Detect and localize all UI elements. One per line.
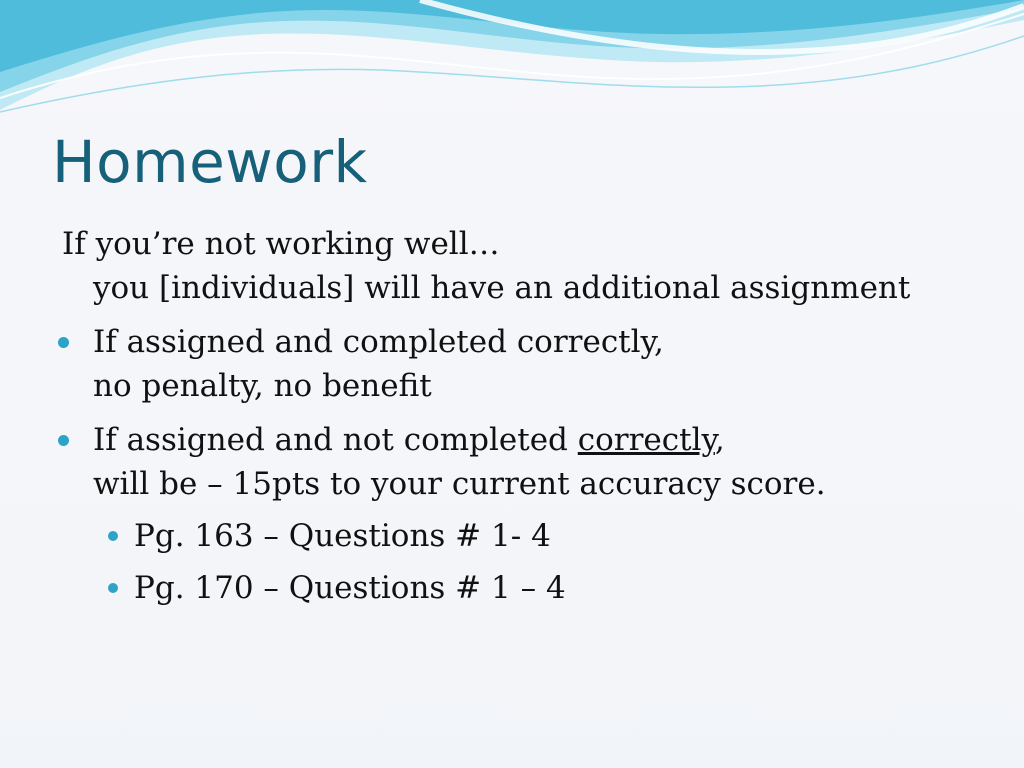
- bullet-2-text-before: If assigned and not completed: [93, 422, 578, 458]
- bullet-2-line-2: will be – 15pts to your current accuracy score.: [93, 466, 826, 502]
- bullet-item: [62, 418, 1002, 506]
- header-wave-decoration: [0, 0, 1024, 130]
- sub-bullet-item: [62, 566, 1002, 610]
- slide-body: [62, 222, 1002, 610]
- bullet-icon: [58, 435, 69, 446]
- bullet-1-line-2: no penalty, no benefit: [93, 368, 432, 404]
- bullet-2-line-1: [62, 418, 1002, 462]
- bullet-icon: [58, 337, 69, 348]
- sub-bullet-2-text: Pg. 170 – Questions # 1 – 4: [134, 570, 566, 606]
- intro-paragraph: [62, 222, 1002, 310]
- bullet-item: [62, 320, 1002, 408]
- bullet-2-text-after: ,: [714, 422, 725, 458]
- underlined-word: correctly: [577, 422, 715, 458]
- sub-bullet-item: [62, 514, 1002, 558]
- sub-bullet-icon: [108, 531, 118, 541]
- intro-line-1: If you’re not working well…: [62, 226, 500, 262]
- sub-bullet-icon: [108, 583, 118, 593]
- intro-line-2: you [individuals] will have an additional assignment: [93, 270, 911, 306]
- bullet-1-line-1: If assigned and completed correctly,: [93, 324, 664, 360]
- slide-title: Homework: [52, 128, 368, 196]
- sub-bullet-1-text: Pg. 163 – Questions # 1- 4: [134, 518, 551, 554]
